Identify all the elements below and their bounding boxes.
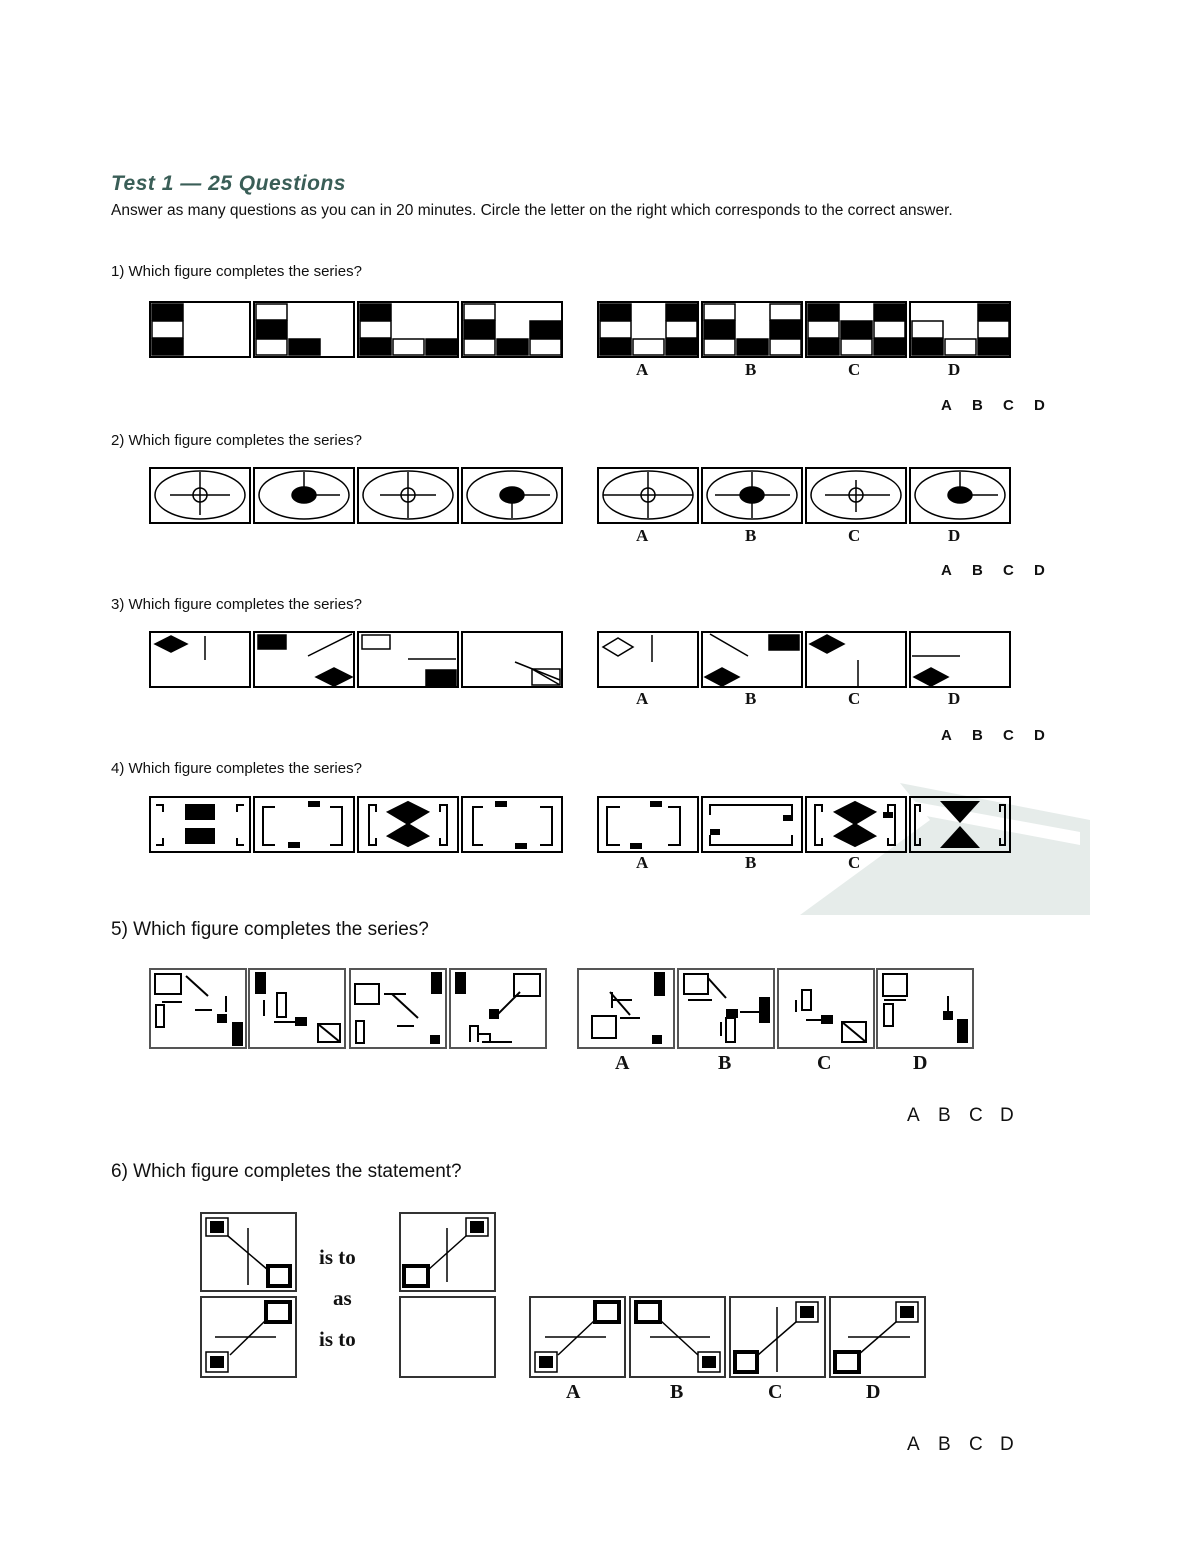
q5-choice-b[interactable]: B (938, 1105, 953, 1126)
q3-choice-d[interactable]: D (1034, 727, 1047, 744)
q6-label-c: C (768, 1381, 783, 1403)
q3-series (150, 632, 562, 687)
q6-choice-a[interactable]: A (907, 1434, 922, 1455)
q2-marks (170, 472, 998, 518)
q1-choice-c[interactable]: C (1003, 397, 1016, 414)
question-1-text: 1) Which figure completes the series? (111, 263, 362, 280)
q2-label-a: A (636, 526, 649, 545)
statement-is-to-2: is to (319, 1327, 356, 1351)
q2-choice-a[interactable]: A (941, 562, 954, 579)
q2-choice-c[interactable]: C (1003, 562, 1016, 579)
q6-choice-b[interactable]: B (938, 1434, 953, 1455)
page-title: Test 1 — 25 Questions (111, 172, 346, 195)
q6-label-a: A (566, 1381, 581, 1403)
q1-label-b: B (745, 360, 757, 379)
question-3-text: 3) Which figure completes the series? (111, 596, 362, 613)
statement-is-to-1: is to (319, 1245, 356, 1269)
q5-choice-a[interactable]: A (907, 1105, 922, 1126)
q5-options (578, 969, 973, 1048)
q4-label-b: B (745, 853, 757, 872)
q2-label-c: C (848, 526, 861, 545)
q5-choice-c[interactable]: C (969, 1105, 985, 1126)
q3-choice-a[interactable]: A (941, 727, 954, 744)
q5-marks (155, 973, 967, 1045)
question-6-text: 6) Which figure completes the statement? (111, 1161, 462, 1182)
q3-label-b: B (745, 689, 757, 708)
question-5-text: 5) Which figure completes the series? (111, 919, 429, 940)
q3-label-d: D (948, 689, 961, 708)
q3-choice-c[interactable]: C (1003, 727, 1016, 744)
q6-label-b: B (670, 1381, 684, 1403)
question-4-text: 4) Which figure completes the series? (111, 760, 362, 777)
q1-choice-b[interactable]: B (972, 397, 985, 414)
q4-label-c: C (848, 853, 861, 872)
q3-marks (155, 634, 960, 686)
q6-label-d: D (866, 1381, 881, 1403)
instructions: Answer as many questions as you can in 20 minutes. Circle the letter on the right which corresponds to the correct answer. (111, 202, 953, 219)
q6-statement (201, 1213, 495, 1377)
q5-label-d: D (913, 1052, 928, 1074)
q1-label-c: C (848, 360, 861, 379)
q1-label-a: A (636, 360, 649, 379)
q5-label-a: A (615, 1052, 630, 1074)
q5-series (150, 969, 546, 1048)
q5-label-b: B (718, 1052, 732, 1074)
q3-label-a: A (636, 689, 649, 708)
q3-options (598, 632, 1010, 687)
q2-label-b: B (745, 526, 757, 545)
question-2-text: 2) Which figure completes the series? (111, 432, 362, 449)
q2-label-d: D (948, 526, 961, 545)
statement-as: as (333, 1286, 352, 1310)
q6-marks (206, 1218, 918, 1372)
q4-marks (156, 801, 1005, 849)
q1-cells (152, 304, 1009, 355)
q3-choice-b[interactable]: B (972, 727, 985, 744)
q1-choice-d[interactable]: D (1034, 397, 1047, 414)
q2-choice-d[interactable]: D (1034, 562, 1047, 579)
q6-choice-d[interactable]: D (1000, 1434, 1016, 1455)
q6-choice-c[interactable]: C (969, 1434, 985, 1455)
q1-choice-a[interactable]: A (941, 397, 954, 414)
q3-label-c: C (848, 689, 861, 708)
q2-choice-b[interactable]: B (972, 562, 985, 579)
q4-label-a: A (636, 853, 649, 872)
q5-choice-d[interactable]: D (1000, 1105, 1016, 1126)
q1-label-d: D (948, 360, 961, 379)
q5-label-c: C (817, 1052, 832, 1074)
